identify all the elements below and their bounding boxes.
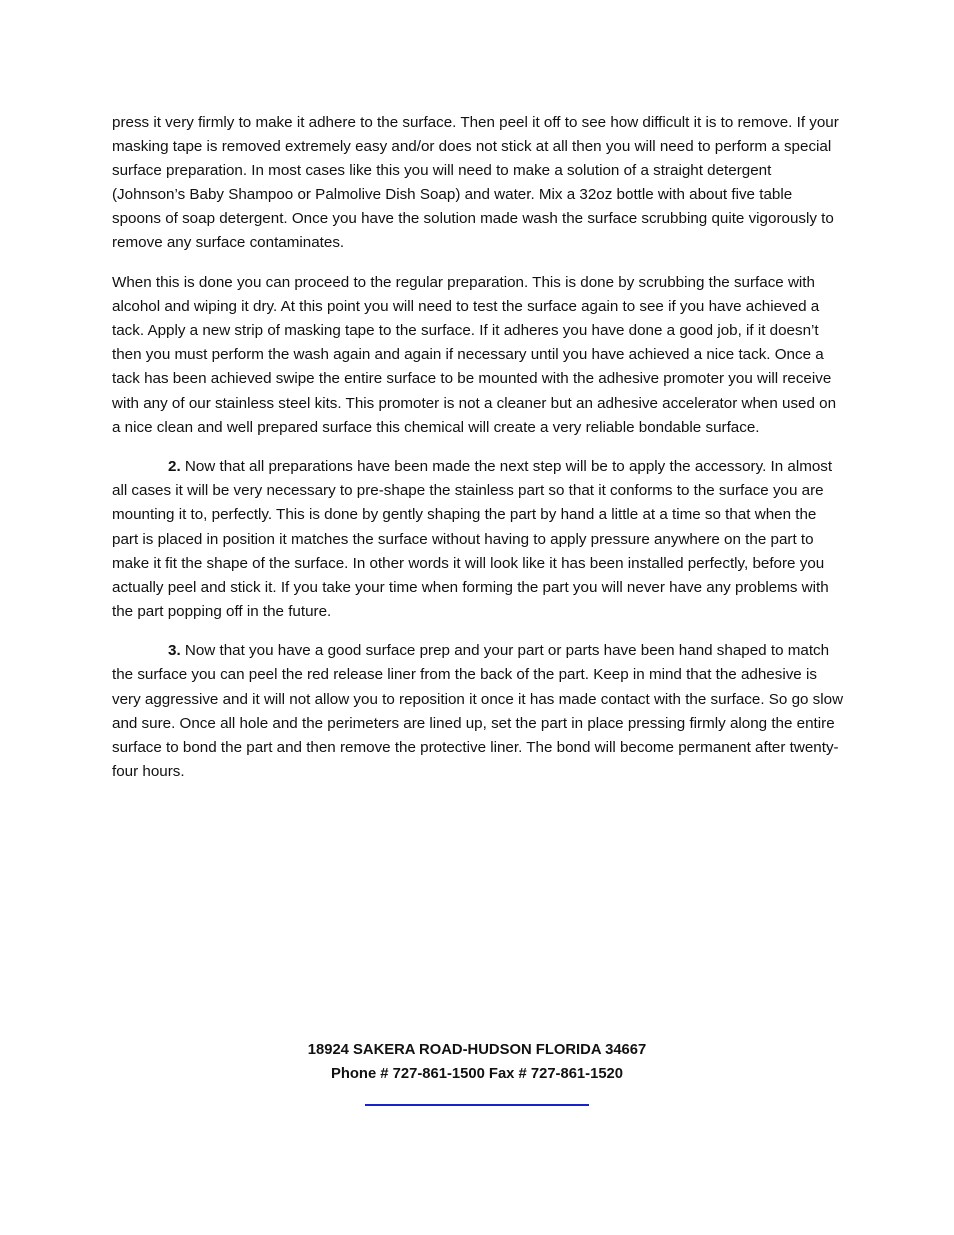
paragraph-text: Now that you have a good surface prep and your part or parts have been hand shaped to match the surface you can peel the red release liner from the back of the part. Keep in mind that the adhesive is very aggressive and it will not allow you to reposition it once it has made contact with the surface. So go slow and sure. Once all hole and the perimeters are lined up, set the part in place pressing firmly along the entire surface to bond the part and then remove the protective liner. The bond will become permanent after twenty-four hours. [112,642,844,780]
document-body [112,111,844,799]
footer-phone-fax: Phone # 727-861-1500 Fax # 727-861-1520 [330,1066,624,1082]
paragraph-surface-test [112,111,844,256]
step-number: 3. [168,642,181,660]
paragraph-step-3 [112,639,844,784]
page-footer [0,1038,954,1086]
paragraph-step-2 [112,455,844,624]
paragraph-text: press it very firmly to make it adhere to the surface. Then peel it off to see how difficult it is to remove. If your masking tape is removed extremely easy and/or does not stick at all then you will need to perform a special surface preparation. In most cases like this you will need to make a solution of a straight detergent (Johnson’s Baby Shampoo or Palmolive Dish Soap) and water. Mix a 32oz bottle with about five table spoons of soap detergent. Once you have the solution made wash the surface scrubbing quite vigorously to remove any surface contaminates. [112,114,839,252]
footer-divider [365,1104,589,1106]
paragraph-regular-preparation [112,271,844,440]
paragraph-text: When this is done you can proceed to the regular preparation. This is done by scrubbing the surface with alcohol and wiping it dry. At this point you will need to test the surface again to see if you have achieved a tack. Apply a new strip of masking tape to the surface. If it adheres you have done a good job, if it doesn’t then you must perform the wash again and again if necessary until you have achieved a nice tack. Once a tack has been achieved swipe the entire surface to be mounted with the adhesive promoter you will receive with any of our stainless steel kits. This promoter is not a cleaner but an adhesive accelerator when used on a nice clean and well prepared surface this chemical will create a very reliable bondable surface. [112,274,837,436]
footer-address: 18924 SAKERA ROAD-HUDSON FLORIDA 34667 [307,1042,647,1058]
paragraph-text: Now that all preparations have been made the next step will be to apply the accessory. In almost all cases it will be very necessary to pre-shape the stainless part so that it conforms to the surface you are mounting it to, perfectly. This is done by gently shaping the part by hand a little at a time so that when the part is placed in position it matches the surface without having to apply pressure anywhere on the part to make it fit the shape of the surface. In other words it will look like it has been installed perfectly, before you actually peel and stick it. If you take your time when forming the part you will never have any problems with the part popping off in the future. [112,458,833,620]
step-number: 2. [168,458,181,476]
